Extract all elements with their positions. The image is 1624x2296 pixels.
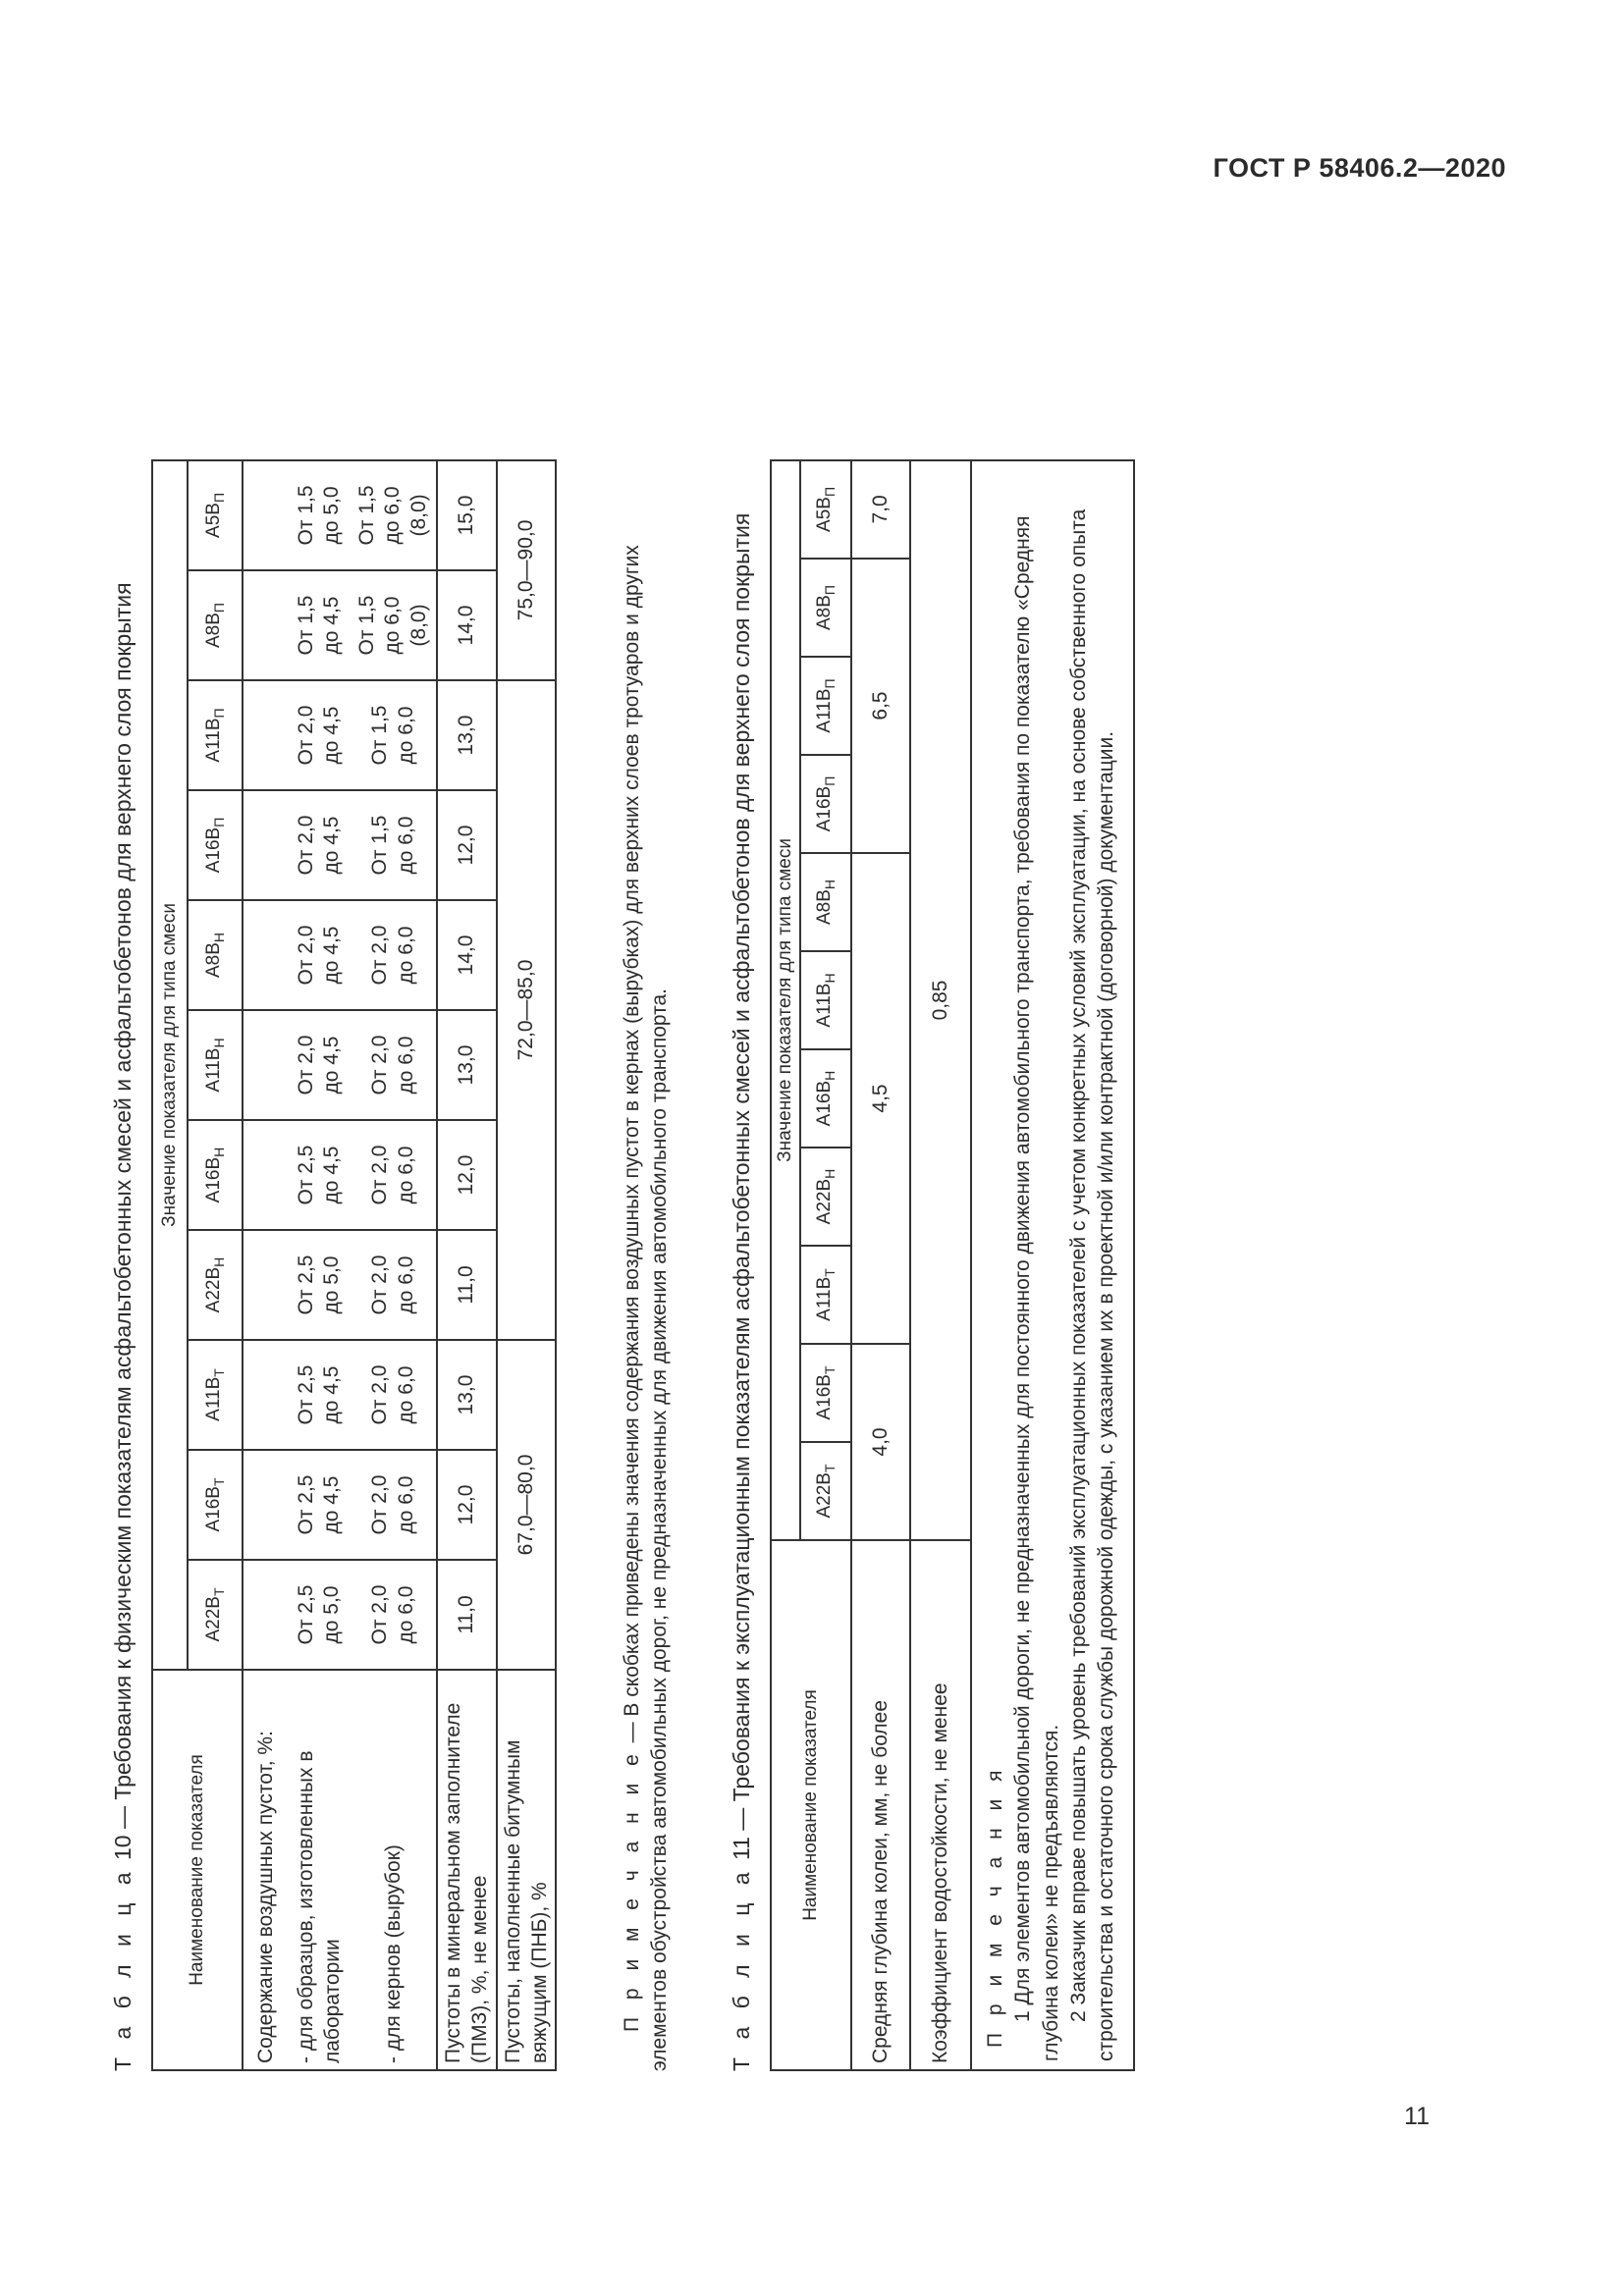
table10-caption — [110, 582, 136, 2071]
table11-col-header: $A5B_П$ — [800, 460, 851, 559]
value-cell: От 2,0 до 4,5 — [288, 900, 351, 1010]
table11-note2: 2 Заказчик вправе повышать уровень требований эксплуатационных показателей с учетом конкретных условий эксплуатации, на основе собственного опыта строительства и остаточного срока службы дорожной одежды, с указанием их в проектной и/или контрактной (договорной) документации. — [1067, 508, 1118, 2061]
table10-col-header: $A11B_Т$ — [188, 1340, 243, 1450]
value-cell: 13,0 — [437, 680, 497, 790]
table10-note-text: — В скобках приведены значения содержания воздушных пустот в кернах (вырубках) для верхних слоев тротуаров и других элементов обустройства автомобильных дорог, не предназначенных для движения автомобильного транспорта. — [621, 545, 672, 2071]
value-cell: 12,0 — [437, 1450, 497, 1560]
table11-col-header: $A22B_Н$ — [800, 1148, 851, 1246]
value-cell: От 2,0 до 4,5 — [288, 680, 351, 790]
standard-number: ГОСТ Р 58406.2—2020 — [1213, 153, 1506, 183]
value-cell: 11,0 — [437, 1560, 497, 1670]
value-cell: От 2,5 до 5,0 — [288, 1230, 351, 1340]
table10-col-header: $A8B_П$ — [188, 570, 243, 680]
table11-note1: 1 Для элементов автомобильной дороги, не предназначенных для постоянного движения автомобильного транспорта, требования по показателю «Средняя глубина колеи» не предъявляются. — [1011, 515, 1062, 2061]
value-cell: 13,0 — [437, 1010, 497, 1120]
table10-col-header: $A11B_П$ — [188, 680, 243, 790]
table11-col-header: $A16B_Т$ — [800, 1344, 851, 1442]
table11-notes-row — [971, 460, 1134, 2070]
value-cell: От 2,5 до 4,5 — [288, 1340, 351, 1450]
table11-col-header: $A16B_П$ — [800, 755, 851, 853]
table11-col-header: $A11B_Т$ — [800, 1246, 851, 1344]
value-cell: От 1,5 до 6,0 — [351, 680, 437, 790]
air-voids-label: Содержание воздушных пустот, %: — [243, 1670, 288, 2070]
table10-note-prefix: П р и м е ч а н и е — [621, 1748, 643, 2032]
table10-caption-prefix: Т а б л и ц а — [110, 1866, 135, 2071]
table11-caption-text: 11 — Требования к эксплуатационным показателям асфальтобетонных смесей и асфальтобетонов для верхнего слоя покрытия — [729, 512, 754, 1861]
value-cell: От 1,5 до 6,0 — [351, 790, 437, 900]
table11-caption — [729, 513, 755, 2071]
row-lab-label: - для образцов, изготовленных в лаборатории — [288, 1670, 351, 2070]
table10-col-header: $A8B_Н$ — [188, 900, 243, 1010]
row-pnb-label: Пустоты, наполненные битумным вяжущим (ПНБ), % — [497, 1670, 557, 2070]
table11-notes-title: П р и м е ч а н и я — [984, 1764, 1006, 2048]
value-cell: 14,0 — [437, 900, 497, 1010]
value-cell: 12,0 — [437, 1120, 497, 1230]
value-cell: 7,0 — [851, 460, 910, 559]
table10-row-lab — [288, 460, 351, 2070]
table10-col-header: $A16B_Н$ — [188, 1120, 243, 1230]
table10-col-header: $A16B_Т$ — [188, 1450, 243, 1560]
table11-col-header: $A22B_Т$ — [800, 1442, 851, 1540]
table10-col-header: $A16B_П$ — [188, 790, 243, 900]
table11-row-water — [910, 460, 971, 2070]
table11 — [770, 459, 1135, 2071]
value-cell: 15,0 — [437, 460, 497, 570]
table11-col-header: $A8B_Н$ — [800, 853, 851, 951]
value-cell: 4,5 — [851, 853, 910, 1344]
value-cell: 6,5 — [851, 559, 910, 853]
value-cell: От 1,5 до 4,5 — [288, 570, 351, 680]
value-cell: От 2,0 до 6,0 — [351, 1450, 437, 1560]
value-cell: 11,0 — [437, 1230, 497, 1340]
table11-caption-prefix: Т а б л и ц а — [729, 1866, 754, 2071]
table10-name-header: Наименование показателя — [152, 1670, 243, 2070]
value-cell: От 2,0 до 6,0 — [351, 1230, 437, 1340]
table11-col-header: $A16B_Н$ — [800, 1049, 851, 1148]
value-cell: От 2,0 до 6,0 — [351, 1560, 437, 1670]
table10-col-header: $A5B_П$ — [188, 460, 243, 570]
row-rut-label: Средняя глубина колеи, мм, не более — [851, 1540, 910, 2070]
table11-notes — [971, 460, 1134, 2070]
value-cell: От 2,0 до 6,0 — [351, 900, 437, 1010]
table10-col-header: $A22B_Н$ — [188, 1230, 243, 1340]
value-cell: 12,0 — [437, 790, 497, 900]
table10-caption-text: 10 — Требования к физическим показателям асфальтобетонных смесей и асфальтобетонов для верхнего слоя покрытия — [110, 582, 135, 1861]
rotated-content — [98, 226, 1316, 2071]
table11-row-rut — [851, 460, 910, 2070]
value-cell: От 1,5 до 6,0 (8,0) — [351, 570, 437, 680]
row-cores-label: - для кернов (вырубок) — [351, 1670, 437, 2070]
row-pmz-label: Пустоты в минеральном заполнителе (ПМЗ), %, не менее — [437, 1670, 497, 2070]
table10-col-header: $A22B_Т$ — [188, 1560, 243, 1670]
table10-col-header: $A11B_Н$ — [188, 1010, 243, 1120]
table11-col-header: $A8B_П$ — [800, 559, 851, 657]
table11-col-header: $A11B_П$ — [800, 657, 851, 755]
table11-group-header: Значение показателя для типа смеси — [771, 460, 800, 1540]
table11-col-header: $A11B_Н$ — [800, 951, 851, 1049]
value-cell: 4,0 — [851, 1344, 910, 1540]
table10-note — [619, 461, 675, 2071]
value-cell: От 2,0 до 6,0 — [351, 1340, 437, 1450]
row-water-label: Коэффициент водостойкости, не менее — [910, 1540, 971, 2070]
value-cell: 67,0—80,0 — [497, 1340, 557, 1670]
value-cell: От 2,5 до 4,5 — [288, 1450, 351, 1560]
value-cell: От 1,5 до 6,0 (8,0) — [351, 460, 437, 570]
value-cell: От 2,0 до 6,0 — [351, 1010, 437, 1120]
table10-row-pnb — [497, 460, 557, 2070]
table10-row-pmz — [437, 460, 497, 2070]
value-cell: 75,0—90,0 — [497, 460, 557, 680]
table10 — [151, 459, 557, 2071]
value-cell: 14,0 — [437, 570, 497, 680]
table10-row-air-voids — [243, 460, 288, 2070]
value-cell: 72,0—85,0 — [497, 680, 557, 1340]
value-cell: От 2,0 до 4,5 — [288, 1010, 351, 1120]
value-cell: От 2,5 до 4,5 — [288, 1120, 351, 1230]
value-cell: 13,0 — [437, 1340, 497, 1450]
table11-name-header: Наименование показателя — [771, 1540, 851, 2070]
value-cell: 0,85 — [910, 460, 971, 1540]
value-cell: От 2,0 до 4,5 — [288, 790, 351, 900]
table10-group-header: Значение показателя для типа смеси — [152, 460, 188, 1670]
value-cell: От 2,0 до 6,0 — [351, 1120, 437, 1230]
table10-row-cores — [351, 460, 437, 2070]
value-cell: От 2,5 до 5,0 — [288, 1560, 351, 1670]
value-cell: От 1,5 до 5,0 — [288, 460, 351, 570]
page-number: 11 — [1404, 2103, 1430, 2130]
